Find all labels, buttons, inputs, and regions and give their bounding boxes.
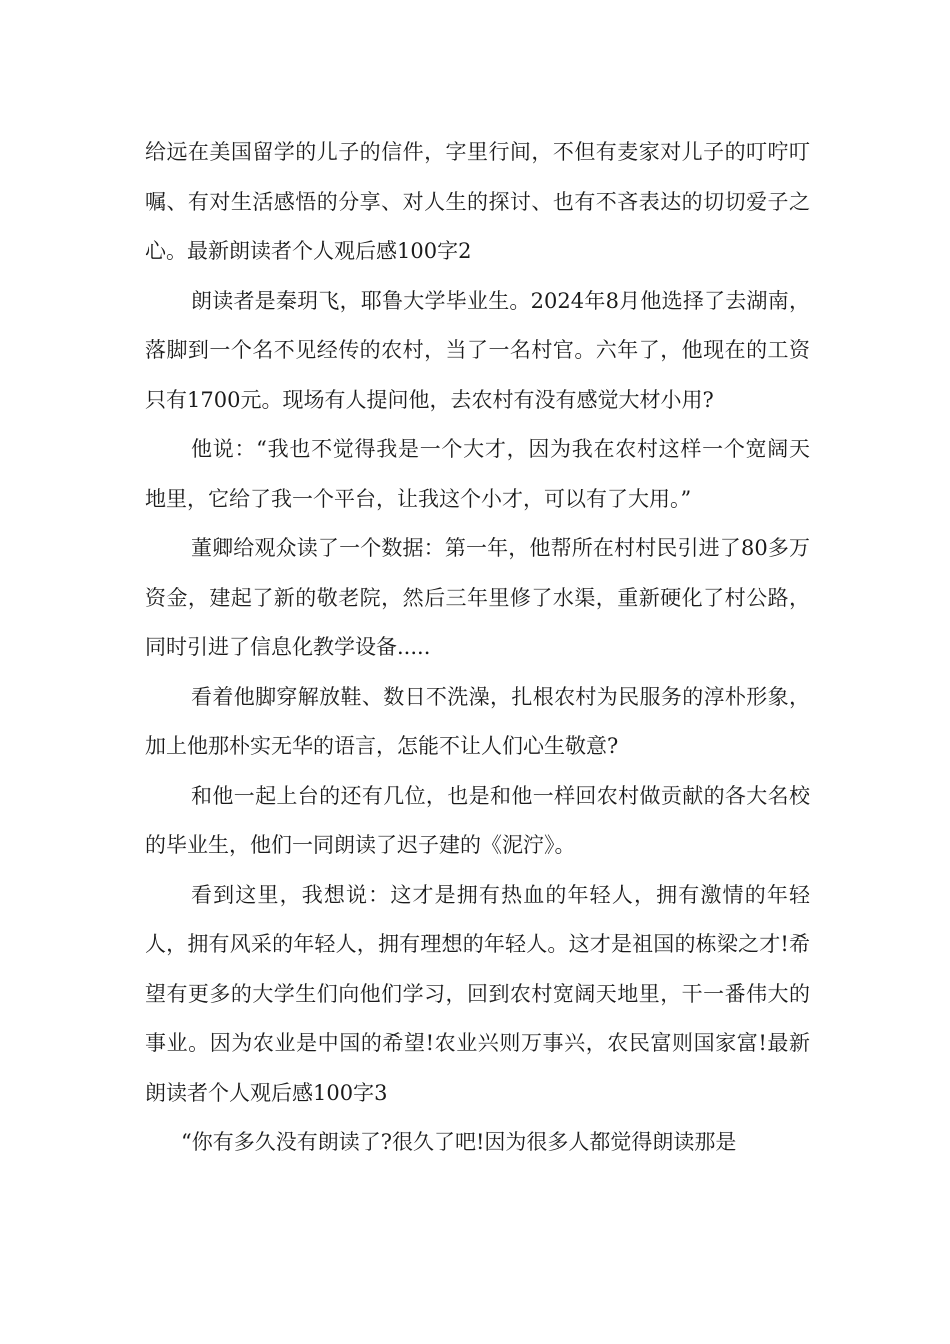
paragraph-4: 董卿给观众读了一个数据：第一年，他帮所在村村民引进了80多万资金，建起了新的敬老院，然后三年里修了水渠，重新硬化了村公路，同时引进了信息化教学设备..... (145, 536, 810, 659)
paragraph-6: 和他一起上台的还有几位，也是和他一样回农村做贡献的各大名校的毕业生，他们一同朗读了迟子建的《泥泞》。 (145, 783, 810, 857)
document-body (145, 128, 810, 1168)
paragraph-1: 给远在美国留学的儿子的信件，字里行间，不但有麦家对儿子的叮咛叮嘱、有对生活感悟的分享、对人生的探讨、也有不吝表达的切切爱子之心。最新朗读者个人观后感100字2 (145, 140, 810, 263)
paragraph-5: 看着他脚穿解放鞋、数日不洗澡，扎根农村为民服务的淳朴形象，加上他那朴实无华的语言，怎能不让人们心生敬意? (145, 684, 810, 758)
paragraph-3: 他说：“我也不觉得我是一个大才，因为我在农村这样一个宽阔天地里，它给了我一个平台，让我这个小才，可以有了大用。” (145, 437, 810, 511)
paragraph-2: 朗读者是秦玥飞，耶鲁大学毕业生。2024年8月他选择了去湖南，落脚到一个名不见经传的农村，当了一名村官。六年了，他现在的工资只有1700元。现场有人提问他，去农村有没有感觉大材小用? (145, 288, 810, 412)
paragraph-7: 看到这里，我想说：这才是拥有热血的年轻人，拥有激情的年轻人，拥有风采的年轻人，拥有理想的年轻人。这才是祖国的栋梁之才!希望有更多的大学生们向他们学习，回到农村宽阔天地里，干一番伟大的事业。因为农业是中国的希望!农业兴则万事兴，农民富则国家富!最新朗读者个人观后感100字3 (145, 882, 810, 1105)
paragraph-8: “你有多久没有朗读了?很久了吧!因为很多人都觉得朗读那是 (181, 1130, 737, 1154)
